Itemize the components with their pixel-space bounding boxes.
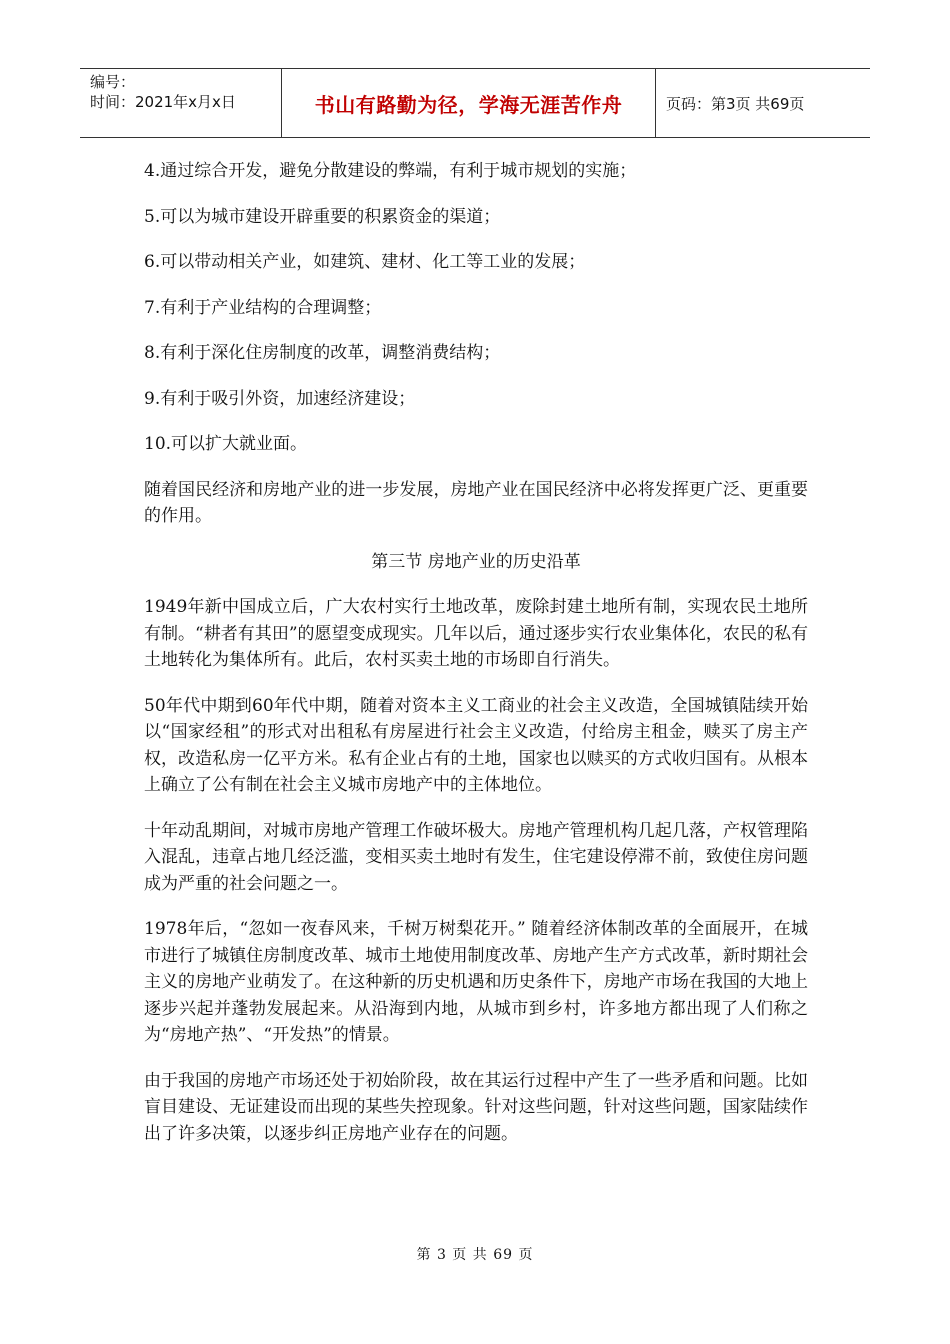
summary-paragraph: 随着国民经济和房地产业的进一步发展，房地产业在国民经济中必将发挥更广泛、更重要的作用。 (144, 479, 808, 526)
header-meta (80, 69, 282, 137)
number-label: 编号： (90, 73, 136, 91)
page-footer: 第 3 页 共 69 页 (416, 1247, 534, 1263)
list-item: 8.有利于深化住房制度的改革，调整消费结构； (144, 343, 501, 363)
list-item: 9.有利于吸引外资，加速经济建设； (144, 388, 416, 409)
list-item: 10.可以扩大就业面。 (144, 434, 308, 454)
page-header (80, 68, 870, 138)
paragraph: 50年代中期到60年代中期，随着对资本主义工商业的社会主义改造，全国城镇陆续开始以“国家经租”的形式对出租私有房屋进行社会主义改造，付给房主租金，赎买了房主产权，改造私房一亿平方米。私有企业占有的土地，国家也以赎买的方式收归国有。从根本上确立了公有制在社会主义城市房地产中的主体地位。 (144, 695, 808, 795)
header-page-info: 页码：第3页 共69页 (666, 94, 805, 113)
document-body (144, 158, 808, 1166)
header-motto: 书山有路勤为径，学海无涯苦作舟 (282, 69, 656, 137)
paragraph: 1949年新中国成立后，广大农村实行土地改革，废除封建土地所有制，实现农民土地所有制。“耕者有其田”的愿望变成现实。几年以后，通过逐步实行农业集体化，农民的私有土地转化为集体所有。此后，农村买卖土地的市场即自行消失。 (144, 597, 808, 670)
list-item: 6.可以带动相关产业，如建筑、建材、化工等工业的发展； (144, 252, 586, 272)
paragraph: 十年动乱期间，对城市房地产管理工作破坏极大。房地产管理机构几起几落，产权管理陷入混乱，违章占地几经泛滥，变相买卖土地时有发生，住宅建设停滞不前，致使住房问题成为严重的社会问题之一。 (144, 820, 808, 894)
paragraph: 1978年后，“忽如一夜春风来，千树万树梨花开。” 随着经济体制改革的全面展开，在城市进行了城镇住房制度改革、城市土地使用制度改革、房地产生产方式改革，新时期社会主义的房地产业萌发了。在这种新的历史机遇和历史条件下，房地产市场在我国的大地上逐步兴起并蓬勃发展起来。从沿海到内地，从城市到乡村，许多地方都出现了人们称之为“房地产热”、“开发热”的情景。 (144, 919, 808, 1045)
section-title: 第三节 房地产业的历史沿革 (371, 551, 581, 572)
paragraph: 由于我国的房地产市场还处于初始阶段，故在其运行过程中产生了一些矛盾和问题。比如盲目建设、无证建设而出现的某些失控现象。针对这些问题，针对这些问题，国家陆续作出了许多决策，以逐步纠正房地产业存在的问题。 (144, 1070, 808, 1144)
list-item: 4.通过综合开发，避免分散建设的弊端，有利于城市规划的实施； (144, 161, 637, 181)
time-label: 时间：2021年x月x日 (90, 93, 236, 111)
list-item: 5.可以为城市建设开辟重要的积累资金的渠道； (144, 206, 501, 227)
list-item: 7.有利于产业结构的合理调整； (144, 297, 382, 318)
